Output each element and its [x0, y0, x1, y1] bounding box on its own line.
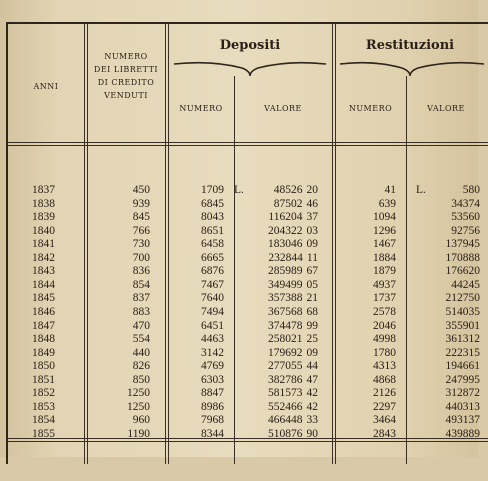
brace-restituzioni	[338, 58, 484, 78]
table-row	[8, 252, 486, 265]
cell-rest-valore: 34374	[451, 197, 480, 210]
dep-valore-lire: 367568	[268, 305, 303, 318]
cell-rest-numero: 2297	[373, 400, 396, 413]
cell-dep-valore	[248, 184, 318, 197]
cell-anno: 1854	[32, 414, 55, 427]
dep-valore-lire: 179692	[268, 346, 303, 359]
table-row	[8, 198, 486, 211]
cell-libretti: 826	[132, 360, 150, 373]
dep-valore-cent: 37	[306, 211, 318, 224]
cell-dep-valore	[248, 387, 318, 400]
cell-dep-numero: 6665	[201, 251, 224, 264]
dep-valore-lire: 374478	[268, 319, 303, 332]
cell-rest-numero: 1780	[373, 346, 396, 359]
table-row	[8, 387, 486, 400]
header-rest-valore: VALORE	[427, 104, 465, 113]
bottom-edge	[8, 460, 486, 481]
dep-valore-lire: 48526	[273, 184, 303, 196]
cell-libretti: 766	[132, 224, 150, 237]
cell-rest-numero: 4998	[373, 333, 396, 346]
cell-dep-valore	[248, 428, 318, 441]
cell-anno: 1855	[32, 427, 55, 440]
cell-rest-valore: 92756	[451, 224, 480, 237]
header-depositi: Depositi	[219, 38, 281, 53]
cell-libretti: 850	[132, 373, 150, 386]
dep-valore-lire: 87502	[273, 197, 303, 210]
cell-libretti: 836	[132, 265, 150, 278]
cell-dep-valore	[248, 374, 318, 387]
cell-dep-valore	[248, 320, 318, 333]
cell-rest-valore: 580	[462, 184, 480, 196]
cell-libretti: 440	[132, 346, 150, 359]
header-libretti-line: DI CREDITO	[97, 78, 155, 87]
dep-valore-cent: 99	[306, 319, 318, 332]
cell-rest-numero: 1879	[373, 265, 396, 278]
cell-dep-numero: 4769	[201, 360, 224, 373]
header-rule	[8, 142, 488, 143]
table-row	[8, 320, 486, 333]
table-row	[8, 333, 486, 346]
dep-valore-cent: 67	[306, 265, 318, 278]
cell-rest-valore: 440313	[445, 400, 480, 413]
cell-rest-valore: 222315	[445, 346, 480, 359]
cell-dep-valore	[248, 265, 318, 278]
dep-valore-lire: 466448	[268, 414, 303, 427]
cell-libretti: 854	[132, 278, 150, 291]
cell-anno: 1849	[32, 346, 55, 359]
dep-valore-lire: 183046	[268, 238, 303, 251]
ledger-table	[6, 22, 488, 464]
cell-rest-valore: 493137	[445, 414, 480, 427]
table-row	[8, 401, 486, 414]
table-row	[8, 360, 486, 373]
cell-libretti: 939	[132, 197, 150, 210]
header-restituzioni: Restituzioni	[365, 38, 455, 53]
cell-dep-numero: 8651	[201, 224, 224, 237]
cell-anno: 1841	[32, 238, 55, 251]
dep-valore-lire: 382786	[268, 373, 303, 386]
cell-rest-numero: 639	[378, 197, 396, 210]
cell-dep-valore	[248, 401, 318, 414]
currency-label: L.	[234, 184, 244, 196]
cell-rest-valore: 176620	[445, 265, 480, 278]
dep-valore-lire: 357388	[268, 292, 303, 305]
dep-valore-lire: 277055	[268, 360, 303, 373]
cell-libretti: 960	[132, 414, 150, 427]
cell-dep-valore	[248, 414, 318, 427]
dep-valore-cent: 03	[306, 224, 318, 237]
cell-anno: 1839	[32, 211, 55, 224]
table-row	[8, 428, 486, 441]
cell-rest-numero: 2843	[373, 427, 396, 440]
currency-label: L.	[416, 184, 426, 196]
table-row	[8, 238, 486, 251]
cell-anno: 1847	[32, 319, 55, 332]
cell-libretti: 837	[132, 292, 150, 305]
dep-valore-lire: 116204	[268, 211, 303, 224]
cell-dep-valore	[248, 360, 318, 373]
cell-rest-numero: 41	[384, 184, 396, 196]
dep-valore-lire: 258021	[268, 333, 303, 346]
cell-anno: 1851	[32, 373, 55, 386]
table-row	[8, 184, 486, 197]
dep-valore-lire: 285989	[268, 265, 303, 278]
cell-anno: 1840	[32, 224, 55, 237]
cell-dep-numero: 6845	[201, 197, 224, 210]
header-anni: ANNI	[33, 82, 59, 91]
cell-anno: 1845	[32, 292, 55, 305]
cell-anno: 1837	[32, 184, 55, 196]
cell-dep-numero: 8847	[201, 387, 224, 400]
dep-valore-lire: 552466	[268, 400, 303, 413]
cell-rest-numero: 1467	[373, 238, 396, 251]
dep-valore-cent: 11	[306, 251, 318, 264]
cell-anno: 1838	[32, 197, 55, 210]
dep-valore-cent: 25	[306, 333, 318, 346]
cell-anno: 1842	[32, 251, 55, 264]
cell-rest-valore: 170888	[445, 251, 480, 264]
header-libretti-line: DEI LIBRETTI	[93, 65, 159, 74]
cell-dep-valore	[248, 252, 318, 265]
header-libretti	[87, 50, 165, 102]
cell-rest-numero: 1296	[373, 224, 396, 237]
cell-dep-valore	[248, 292, 318, 305]
table-row	[8, 374, 486, 387]
cell-rest-numero: 4868	[373, 373, 396, 386]
cell-dep-numero: 8986	[201, 400, 224, 413]
cell-rest-numero: 1884	[373, 251, 396, 264]
cell-rest-valore: 194661	[445, 360, 480, 373]
cell-dep-numero: 1709	[201, 184, 224, 196]
header-rule	[8, 145, 488, 146]
cell-dep-valore	[248, 198, 318, 211]
cell-libretti: 730	[132, 238, 150, 251]
dep-valore-cent: 05	[306, 278, 318, 291]
table-row	[8, 279, 486, 292]
cell-dep-numero: 6458	[201, 238, 224, 251]
dep-valore-cent: 90	[306, 427, 318, 440]
cell-dep-valore	[248, 347, 318, 360]
table-row	[8, 265, 486, 278]
dep-valore-cent: 20	[306, 184, 318, 196]
dep-valore-cent: 21	[306, 292, 318, 305]
table-row	[8, 347, 486, 360]
table-row	[8, 306, 486, 319]
cell-dep-numero: 6451	[201, 319, 224, 332]
header-libretti-line: NUMERO	[104, 52, 148, 61]
cell-anno: 1843	[32, 265, 55, 278]
cell-rest-numero: 2046	[373, 319, 396, 332]
dep-valore-cent: 47	[306, 373, 318, 386]
table-row	[8, 414, 486, 427]
dep-valore-lire: 204322	[268, 224, 303, 237]
cell-rest-valore: 312872	[445, 387, 480, 400]
cell-dep-numero: 7467	[201, 278, 224, 291]
cell-rest-valore: 212750	[445, 292, 480, 305]
cell-rest-valore: 355901	[445, 319, 480, 332]
cell-dep-numero: 6876	[201, 265, 224, 278]
cell-dep-numero: 7640	[201, 292, 224, 305]
cell-dep-numero: 7968	[201, 414, 224, 427]
cell-anno: 1853	[32, 400, 55, 413]
dep-valore-lire: 232844	[268, 251, 303, 264]
cell-anno: 1844	[32, 278, 55, 291]
cell-libretti: 1190	[127, 427, 150, 440]
cell-dep-numero: 4463	[201, 333, 224, 346]
cell-anno: 1852	[32, 387, 55, 400]
cell-dep-valore	[248, 225, 318, 238]
header-dep-numero: NUMERO	[179, 104, 223, 113]
cell-rest-numero: 4313	[373, 360, 396, 373]
cell-rest-valore: 439889	[445, 427, 480, 440]
cell-rest-valore: 514035	[445, 305, 480, 318]
cell-dep-numero: 8043	[201, 211, 224, 224]
dep-valore-cent: 33	[306, 414, 318, 427]
cell-dep-valore	[248, 279, 318, 292]
cell-libretti: 1250	[127, 387, 150, 400]
header-rest-numero: NUMERO	[348, 104, 393, 113]
cell-dep-numero: 7494	[201, 305, 224, 318]
cell-libretti: 1250	[127, 400, 150, 413]
cell-rest-numero: 1094	[373, 211, 396, 224]
table-row	[8, 292, 486, 305]
cell-dep-valore	[248, 333, 318, 346]
cell-dep-valore	[248, 211, 318, 224]
cell-libretti: 450	[132, 184, 150, 196]
cell-rest-valore: 361312	[445, 333, 480, 346]
table-row	[8, 211, 486, 224]
cell-libretti: 470	[132, 319, 150, 332]
dep-valore-cent: 46	[306, 197, 318, 210]
cell-rest-numero: 2126	[373, 387, 396, 400]
cell-rest-valore: 53560	[451, 211, 480, 224]
cell-anno: 1850	[32, 360, 55, 373]
cell-rest-numero: 3464	[373, 414, 396, 427]
table-row	[8, 225, 486, 238]
header-dep-valore: VALORE	[264, 104, 302, 113]
dep-valore-cent: 09	[306, 346, 318, 359]
cell-dep-numero: 3142	[201, 346, 224, 359]
dep-valore-cent: 44	[306, 360, 318, 373]
cell-rest-numero: 1737	[373, 292, 396, 305]
cell-dep-numero: 6303	[201, 373, 224, 386]
cell-anno: 1846	[32, 305, 55, 318]
cell-libretti: 700	[132, 251, 150, 264]
dep-valore-cent: 42	[306, 387, 318, 400]
dep-valore-cent: 68	[306, 305, 318, 318]
dep-valore-cent: 09	[306, 238, 318, 251]
cell-dep-valore	[248, 238, 318, 251]
cell-libretti: 554	[132, 333, 150, 346]
header-libretti-line: VENDUTI	[104, 91, 148, 100]
dep-valore-lire: 581573	[268, 387, 303, 400]
cell-dep-valore	[248, 306, 318, 319]
cell-libretti: 883	[132, 305, 150, 318]
cell-libretti: 845	[132, 211, 150, 224]
cell-rest-numero: 2578	[373, 305, 396, 318]
cell-rest-valore: 247995	[445, 373, 480, 386]
dep-valore-lire: 349499	[268, 278, 303, 291]
cell-rest-numero: 4937	[373, 278, 396, 291]
brace-depositi	[172, 58, 328, 78]
cell-dep-numero: 8344	[201, 427, 224, 440]
cell-anno: 1848	[32, 333, 55, 346]
total-rule	[8, 441, 488, 442]
dep-valore-cent: 42	[306, 400, 318, 413]
cell-rest-valore: 137945	[445, 238, 480, 251]
cell-rest-valore: 44245	[451, 278, 480, 291]
dep-valore-lire: 510876	[268, 427, 303, 440]
